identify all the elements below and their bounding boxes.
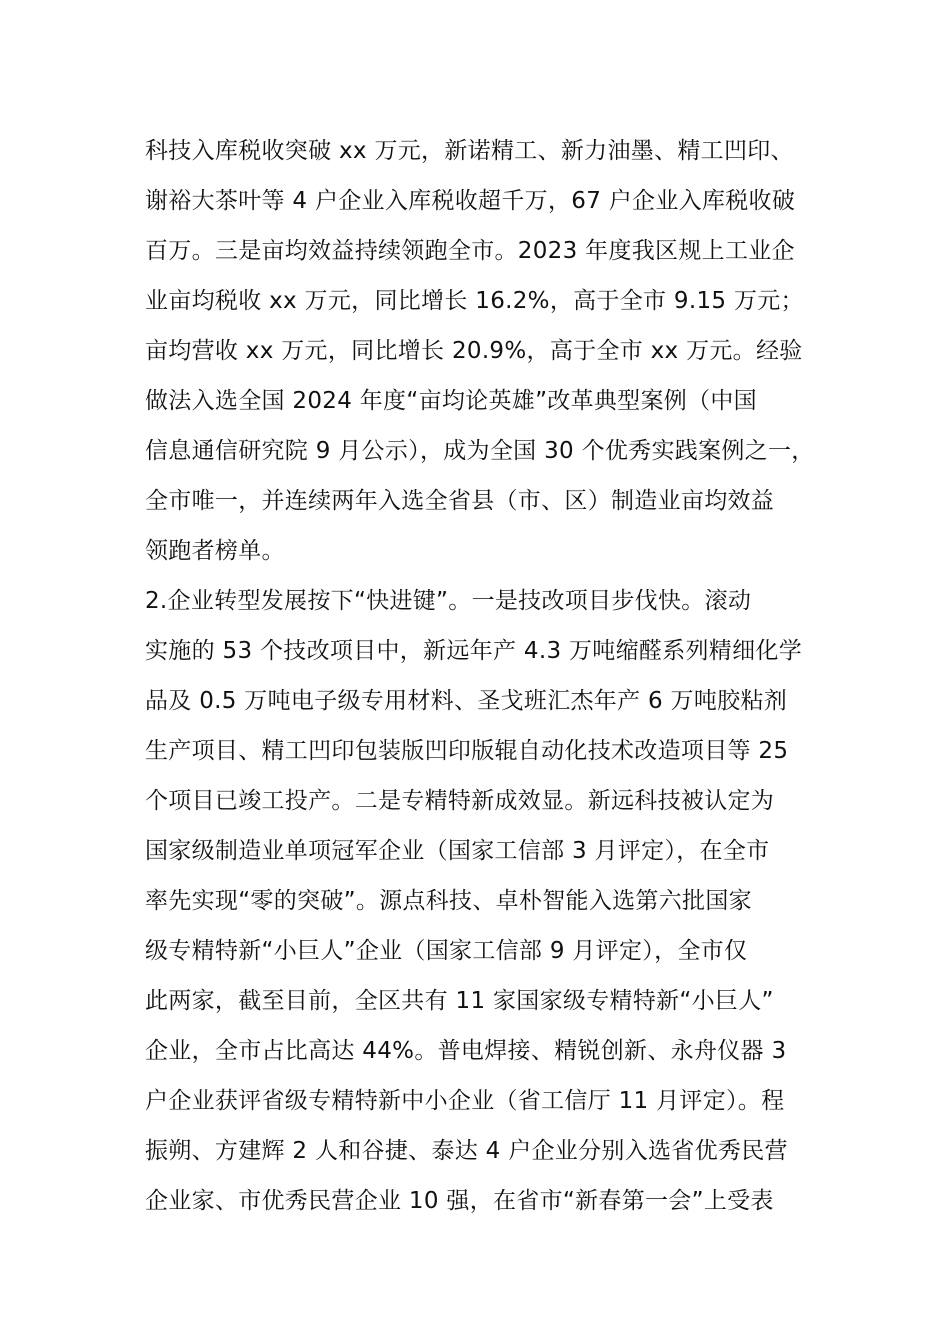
- text-line: 级专精特新“小巨人”企业（国家工信部 9 月评定），全市仅: [145, 938, 748, 964]
- body-text: [145, 126, 825, 1226]
- text-line: 做法入选全国 2024 年度“亩均论英雄”改革典型案例（中国: [145, 388, 757, 414]
- text-line: 科技入库税收突破 xx 万元，新诺精工、新力油墨、精工凹印、: [145, 138, 794, 164]
- text-line: 振朔、方建辉 2 人和谷捷、泰达 4 户企业分别入选省优秀民营: [145, 1138, 788, 1164]
- text-line: 率先实现“零的突破”。源点科技、卓朴智能入选第六批国家: [145, 888, 752, 914]
- text-line: 信息通信研究院 9 月公示），成为全国 30 个优秀实践案例之一，: [145, 438, 815, 464]
- text-line: 谢裕大茶叶等 4 户企业入库税收超千万，67 户企业入库税收破: [145, 188, 796, 214]
- text-line: 领跑者榜单。: [145, 538, 285, 564]
- text-line: 户企业获评省级专精特新中小企业（省工信厅 11 月评定）。程: [145, 1088, 785, 1114]
- text-line: 此两家，截至目前，全区共有 11 家国家级专精特新“小巨人”: [145, 988, 774, 1014]
- text-line: 2.企业转型发展按下“快进键”。一是技改项目步伐快。滚动: [145, 588, 752, 614]
- text-line: 实施的 53 个技改项目中，新远年产 4.3 万吨缩醛系列精细化学: [145, 638, 802, 664]
- text-line: 全市唯一，并连续两年入选全省县（市、区）制造业亩均效益: [145, 488, 775, 514]
- text-line: 生产项目、精工凹印包装版凹印版辊自动化技术改造项目等 25: [145, 738, 789, 764]
- text-line: 业亩均税收 xx 万元，同比增长 16.2%，高于全市 9.15 万元；: [145, 288, 804, 314]
- text-line: 企业，全市占比高达 44%。普电焊接、精锐创新、永舟仪器 3: [145, 1038, 787, 1064]
- text-line: 国家级制造业单项冠军企业（国家工信部 3 月评定），在全市: [145, 838, 770, 864]
- text-line: 个项目已竣工投产。二是专精特新成效显。新远科技被认定为: [145, 788, 775, 814]
- text-line: 品及 0.5 万吨电子级专用材料、圣戈班汇杰年产 6 万吨胶粘剂: [145, 688, 788, 714]
- text-line: 企业家、市优秀民营企业 10 强，在省市“新春第一会”上受表: [145, 1188, 774, 1214]
- text-line: 亩均营收 xx 万元，同比增长 20.9%，高于全市 xx 万元。经验: [145, 338, 803, 364]
- text-line: 百万。三是亩均效益持续领跑全市。2023 年度我区规上工业企: [145, 238, 795, 264]
